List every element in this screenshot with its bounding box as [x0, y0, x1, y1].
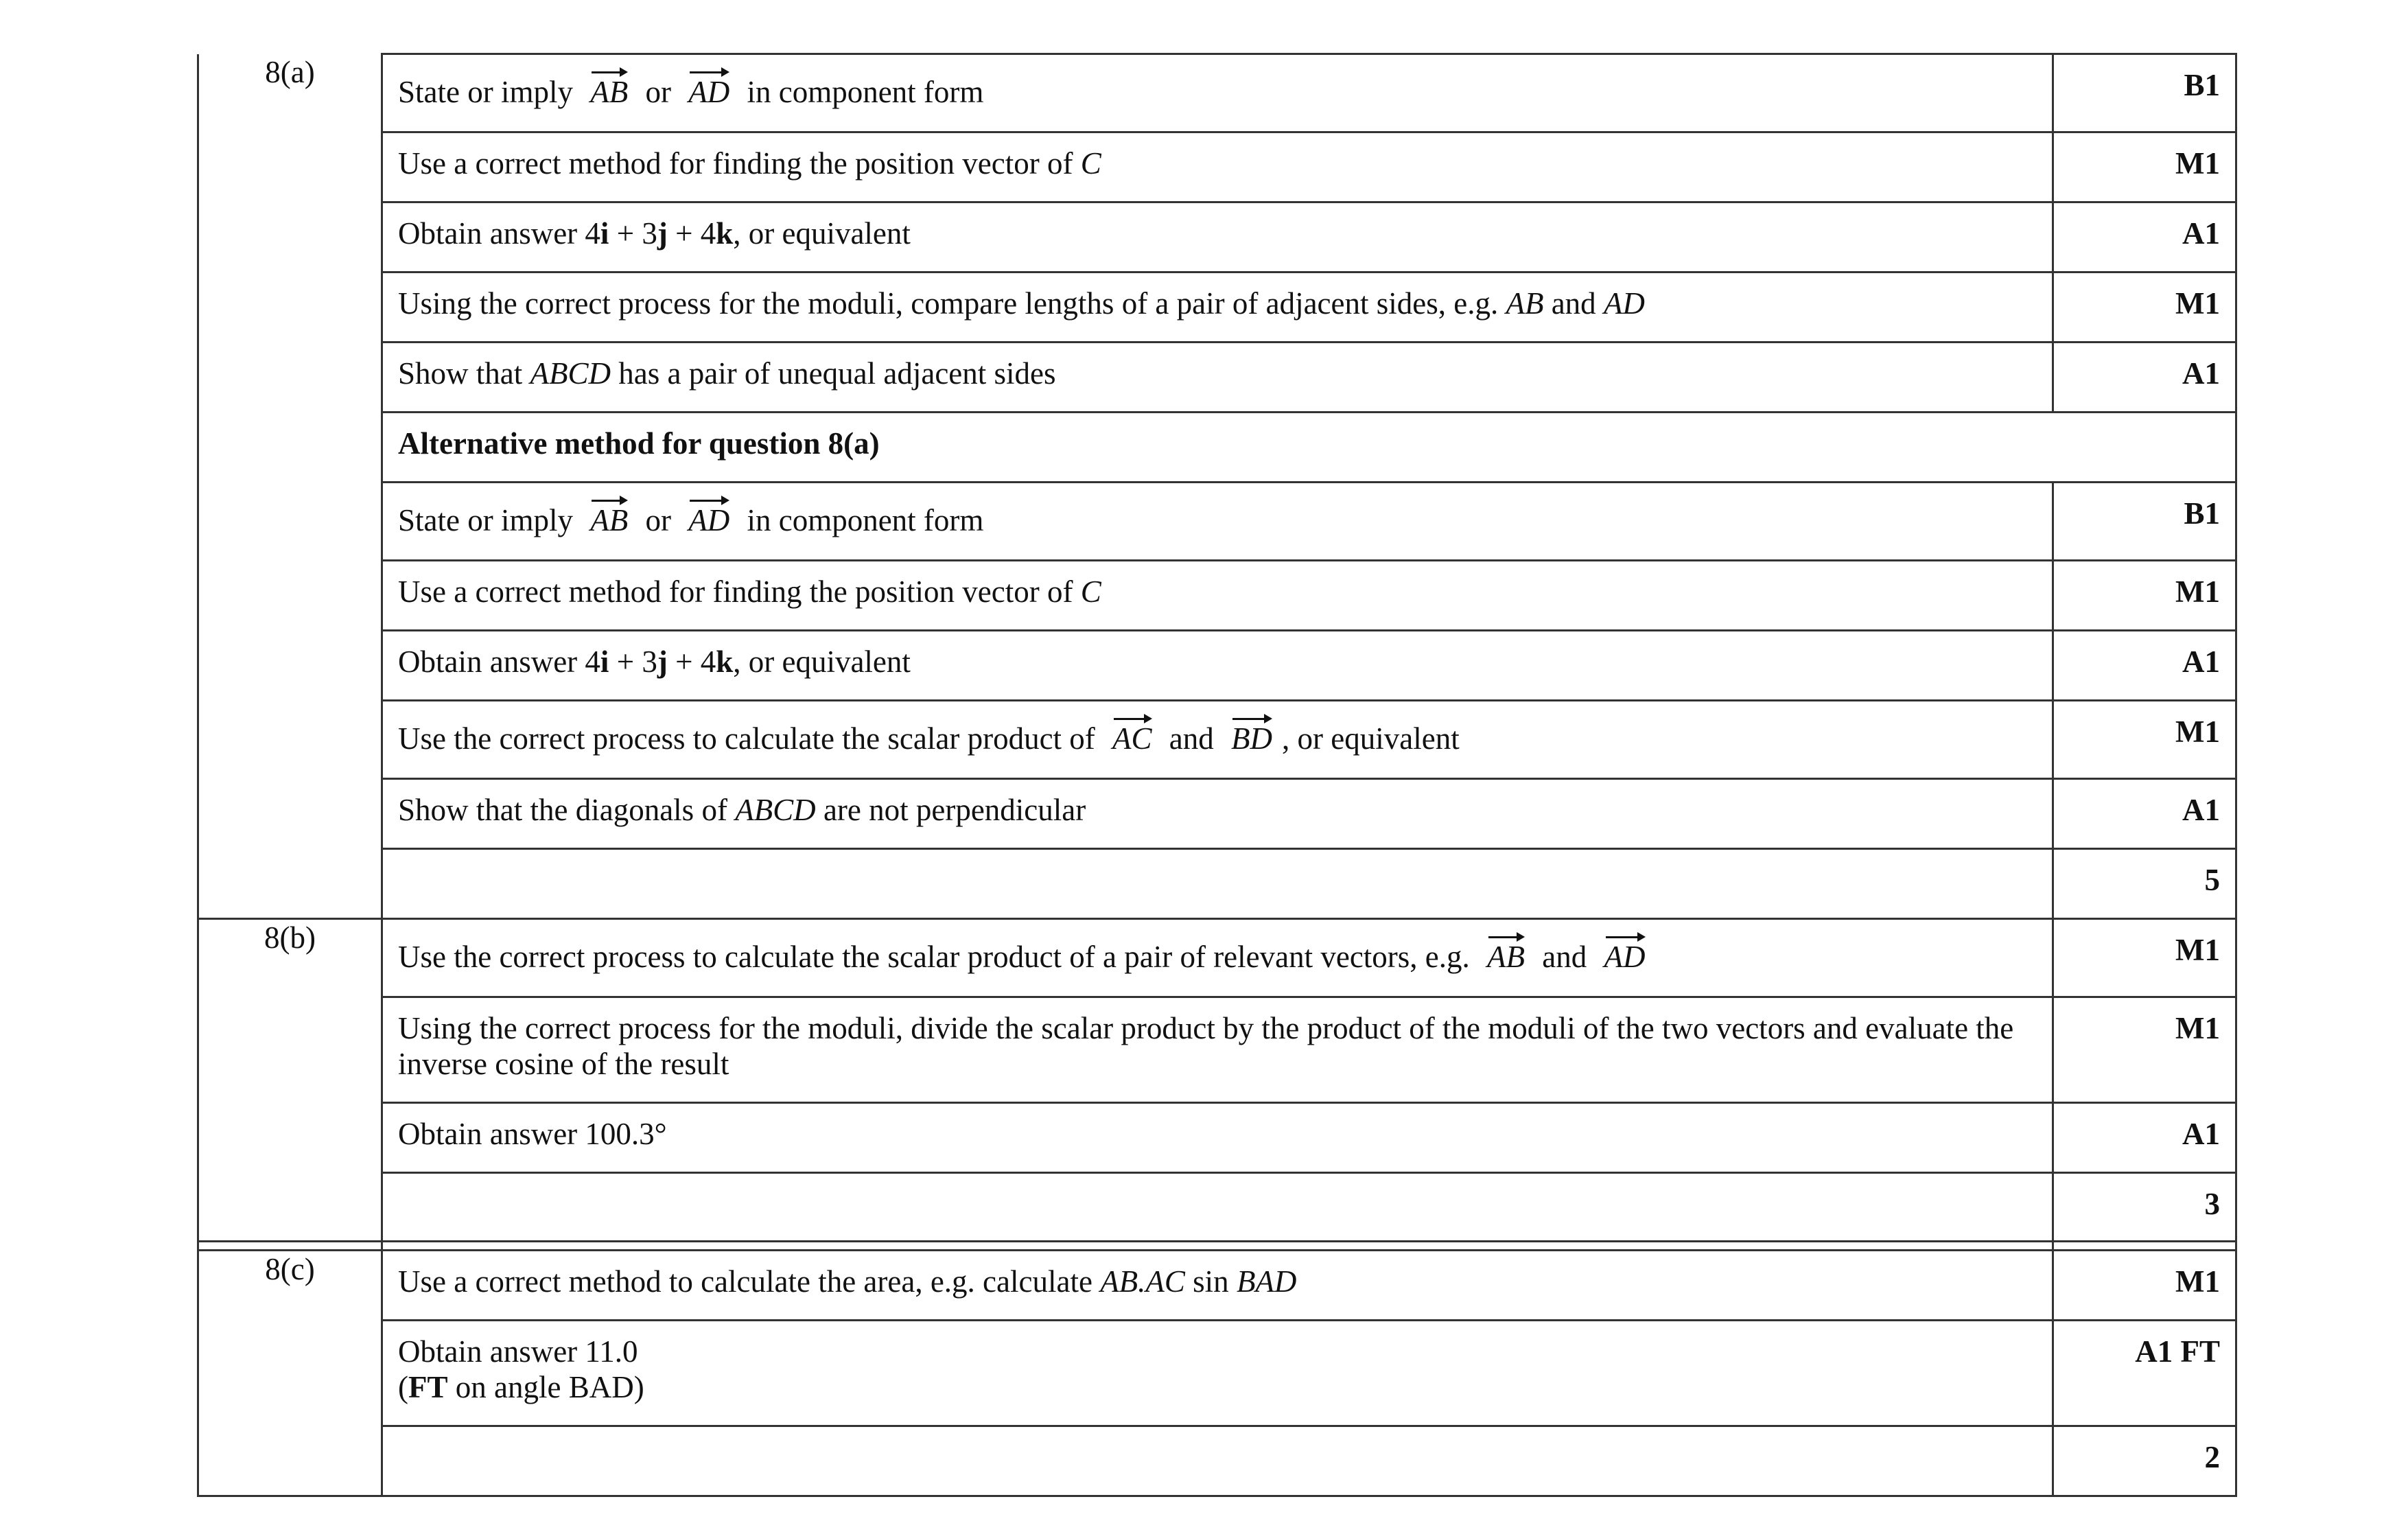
mark-row	[198, 779, 2236, 849]
section-separator	[198, 1242, 2236, 1251]
vector-symbol	[1231, 714, 1272, 756]
question-number: 8(a)	[265, 54, 315, 89]
mark-row	[198, 1251, 2236, 1321]
vector-arrow-icon	[590, 498, 628, 502]
answer-text: are not perpendicular	[815, 793, 1086, 827]
question-number-cell	[198, 1251, 382, 1496]
italic-term: AB	[1506, 286, 1544, 321]
answer-text: sin	[1184, 1264, 1237, 1299]
mark-code: M1	[2053, 701, 2236, 779]
bold-term: i	[600, 216, 609, 251]
answer-text: + 3	[609, 216, 657, 251]
mark-row	[198, 132, 2236, 202]
answer-cell	[382, 919, 2053, 997]
vector-symbol	[590, 496, 628, 538]
mark-code: A1	[2053, 202, 2236, 272]
answer-cell	[382, 997, 2053, 1103]
mark-code: A1	[2053, 779, 2236, 849]
mark-code: M1	[2053, 1251, 2236, 1321]
mark-code: B1	[2053, 54, 2236, 132]
answer-cell	[382, 849, 2053, 919]
mark-row	[198, 1173, 2236, 1242]
answer-cell	[382, 483, 2053, 561]
bold-term: i	[600, 645, 609, 679]
italic-term: ABCD	[530, 356, 611, 391]
vector-name: AC	[1112, 721, 1152, 756]
answer-cell	[382, 631, 2053, 701]
vector-arrow-icon	[1231, 717, 1272, 721]
vector-name: AB	[590, 503, 629, 537]
vector-name: AB	[590, 75, 629, 109]
answer-cell	[382, 202, 2053, 272]
answer-cell	[382, 1103, 2053, 1173]
vector-arrow-icon	[688, 498, 729, 502]
answer-text: Obtain answer 11.0	[398, 1334, 638, 1369]
answer-cell	[382, 561, 2053, 631]
vector-name: AD	[688, 75, 730, 109]
mark-code: A1 FT	[2053, 1321, 2236, 1426]
mark-row	[198, 1426, 2236, 1496]
vector-arrow-icon	[1487, 935, 1525, 939]
answer-text: Show that the diagonals of	[398, 793, 736, 827]
answer-text: Using the correct process for the moduli, compare lengths of a pair of adjacent sides, e.g.	[398, 286, 1506, 321]
answer-text: , or equivalent	[733, 645, 911, 679]
bold-term: FT	[408, 1370, 448, 1404]
vector-name: BD	[1231, 721, 1273, 756]
answer-text: and	[1534, 940, 1595, 974]
mark-code: B1	[2053, 483, 2236, 561]
answer-cell	[382, 1426, 2053, 1496]
bold-term: k	[716, 645, 734, 679]
separator-cell	[382, 1242, 2053, 1251]
answer-cell	[382, 1173, 2053, 1242]
mark-code: A1	[2053, 1103, 2236, 1173]
answer-text: Use the correct process to calculate the scalar product of a pair of relevant vectors, e.g.	[398, 940, 1478, 974]
mark-scheme-body	[198, 54, 2236, 1496]
bold-term: j	[657, 645, 668, 679]
mark-code: M1	[2053, 272, 2236, 343]
total-marks: 3	[2053, 1173, 2236, 1242]
answer-text: Obtain answer 100.3°	[398, 1117, 667, 1151]
mark-scheme-table	[197, 53, 2237, 1497]
mark-code: A1	[2053, 631, 2236, 701]
mark-code: M1	[2053, 919, 2236, 997]
mark-code: A1	[2053, 343, 2236, 413]
answer-cell	[382, 1321, 2053, 1426]
italic-term: ABCD	[735, 793, 816, 827]
answer-text: and	[1543, 286, 1604, 321]
mark-row	[198, 997, 2236, 1103]
vector-symbol	[1487, 932, 1525, 975]
italic-term: BAD	[1236, 1264, 1297, 1299]
mark-row	[198, 483, 2236, 561]
mark-code: M1	[2053, 561, 2236, 631]
mark-row	[198, 54, 2236, 132]
question-number-cell	[198, 54, 382, 919]
answer-text: Use a correct method for finding the position vector of	[398, 574, 1081, 609]
italic-term: C	[1080, 146, 1101, 181]
answer-cell	[382, 1251, 2053, 1321]
mark-scheme	[197, 53, 2235, 1497]
answer-text: Show that	[398, 356, 530, 391]
answer-cell	[382, 132, 2053, 202]
answer-text: (	[398, 1370, 408, 1404]
mark-row	[198, 1321, 2236, 1426]
bold-term: j	[657, 216, 668, 251]
mark-row	[198, 561, 2236, 631]
mark-row	[198, 849, 2236, 919]
answer-text: and	[1161, 721, 1222, 756]
answer-text: or	[638, 75, 679, 109]
mark-code: M1	[2053, 132, 2236, 202]
italic-term: AB.AC	[1100, 1264, 1185, 1299]
answer-text: , or equivalent	[733, 216, 911, 251]
answer-text: Using the correct process for the moduli, divide the scalar product by the product of the moduli of the two vectors and evaluate the inverse cosine of the result	[398, 1011, 2014, 1081]
answer-text: or	[638, 503, 679, 537]
vector-arrow-icon	[688, 70, 729, 74]
mark-row	[198, 413, 2236, 483]
answer-text: in component form	[739, 75, 984, 109]
answer-cell	[382, 779, 2053, 849]
answer-text: Obtain answer 4	[398, 645, 600, 679]
answer-cell	[382, 701, 2053, 779]
mark-row	[198, 631, 2236, 701]
mark-row	[198, 272, 2236, 343]
answer-text: has a pair of unequal adjacent sides	[611, 356, 1056, 391]
question-number: 8(b)	[264, 920, 316, 955]
answer-text: on angle BAD)	[447, 1370, 644, 1404]
answer-text: Use a correct method to calculate the area, e.g. calculate	[398, 1264, 1101, 1299]
vector-symbol	[1604, 932, 1646, 975]
answer-text: Use the correct process to calculate the scalar product of	[398, 721, 1103, 756]
italic-term: C	[1080, 574, 1101, 609]
answer-text: + 4	[667, 645, 716, 679]
answer-text: + 3	[609, 645, 657, 679]
vector-name: AB	[1487, 940, 1526, 974]
answer-text: State or imply	[398, 75, 581, 109]
separator-cell	[2053, 1242, 2236, 1251]
bold-term: k	[716, 216, 734, 251]
vector-arrow-icon	[1112, 717, 1152, 721]
mark-row	[198, 1103, 2236, 1173]
answer-text: Use a correct method for finding the position vector of	[398, 146, 1081, 181]
total-marks: 5	[2053, 849, 2236, 919]
question-number-cell	[198, 919, 382, 1242]
answer-cell	[382, 54, 2053, 132]
vector-arrow-icon	[1604, 935, 1646, 939]
mark-row	[198, 919, 2236, 997]
vector-arrow-icon	[590, 70, 628, 74]
answer-text: , or equivalent	[1282, 721, 1460, 756]
mark-row	[198, 701, 2236, 779]
vector-symbol	[688, 67, 729, 110]
vector-name: AD	[1604, 940, 1646, 974]
mark-code: M1	[2053, 997, 2236, 1103]
answer-cell	[382, 272, 2053, 343]
alternative-method-heading: Alternative method for question 8(a)	[382, 413, 2236, 483]
answer-text: State or imply	[398, 503, 581, 537]
vector-name: AD	[688, 503, 730, 537]
answer-text: Obtain answer 4	[398, 216, 600, 251]
mark-row	[198, 202, 2236, 272]
answer-text: in component form	[739, 503, 984, 537]
total-marks: 2	[2053, 1426, 2236, 1496]
italic-term: AD	[1603, 286, 1645, 321]
vector-symbol	[590, 67, 628, 110]
vector-symbol	[1112, 714, 1152, 756]
separator-cell	[198, 1242, 382, 1251]
question-number: 8(c)	[265, 1252, 315, 1286]
answer-text: + 4	[667, 216, 716, 251]
answer-cell	[382, 343, 2053, 413]
vector-symbol	[688, 496, 729, 538]
mark-row	[198, 343, 2236, 413]
